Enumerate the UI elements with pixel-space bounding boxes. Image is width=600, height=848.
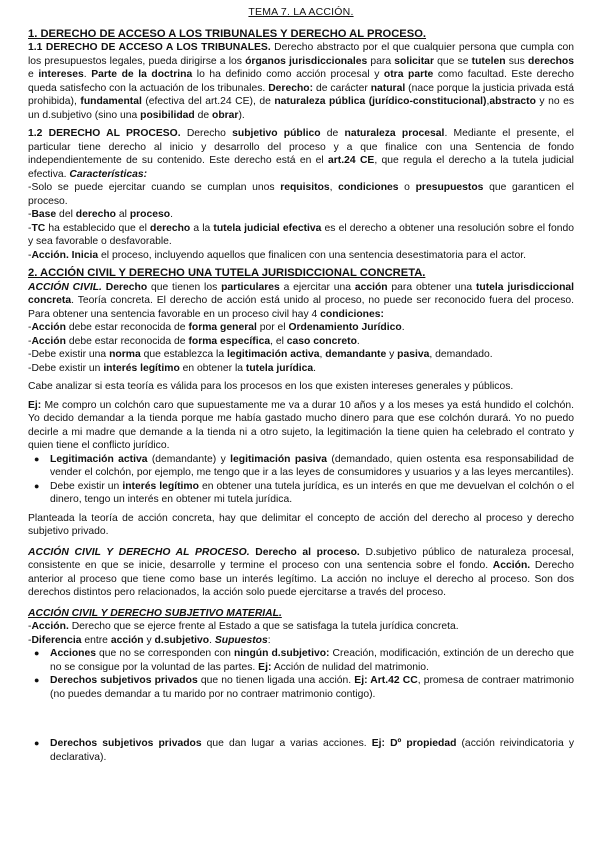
- characteristic-line-3: -TC ha establecido que el derecho a la tutela judicial efectiva es el derecho a obtener una resolución sobre el fondo y sea favorable o desfavorable.: [28, 222, 575, 247]
- material-line-2: -Diferencia entre acción y d.subjetivo. Supuestos:: [28, 634, 271, 646]
- paragraph-accion-derecho-proceso: ACCIÓN CIVIL Y DERECHO AL PROCESO. Derecho al proceso. D.subjetivo público de naturaleza procesal, consistente en que se inicie, desarrolle y termine el proceso con una sentencia sobre el fondo. Acción. Derecho anterior al proceso que tiene como base un interés legítimo. La acción no incluye el derecho al proceso. Son dos derechos distintos pero relacionados, la acción solo puede ejercitarse a través del proceso.: [28, 546, 574, 598]
- condition-line-1: -Acción debe estar reconocida de forma general por el Ordenamiento Jurídico.: [28, 322, 405, 333]
- paragraph-example: Ej: Me compro un colchón caro que supuestamente me va a durar 10 años y a los meses ya está hundido el colchón. Yo decido demandar a la tienda porque me había gastado mucho dinero para que ese colchón durará. Yo no puedo decirle a mi madre que demande a la tienda ni a otro sujeto, la legitimación la tiene quien ha celebrado el contrato y quien tiene el conflicto jurídico.: [28, 399, 574, 451]
- list-item: ● Acciones que no se corresponden con ningún d.subjetivo: Creación, modificación, extinción de un derecho que no se consigue por la voluntad de las partes. Ej: Acción de nulidad del matrimonio.: [34, 648, 574, 673]
- list-item: ● Derechos subjetivos privados que no tienen ligada una acción. Ej: Art.42 CC, promesa de contraer matrimonio (no puedes demandar a tu marido por no contraer matrimonio contigo).: [34, 675, 574, 700]
- paragraph-1-2: 1.2 DERECHO AL PROCESO. Derecho subjetivo público de naturaleza procesal. Mediante el presente, el particular tiene derecho al inicio y desarrollo del proceso y a que finalice con una Sentencia de fondo independientemente de su contenido. Este derecho está en el art.24 CE, que regula el derecho a la tutela judicial efectiva. Características:: [28, 128, 574, 180]
- section-1-heading: 1. DERECHO DE ACCESO A LOS TRIBUNALES Y DERECHO AL PROCESO.: [28, 27, 427, 40]
- bullet-icon: ●: [34, 453, 40, 464]
- characteristic-line-1: -Solo se puede ejercitar cuando se cumplan unos requisitos, condiciones o presupuestos que garanticen el proceso.: [28, 182, 574, 207]
- list-item: ● Derechos subjetivos privados que dan lugar a varias acciones. Ej: Dº propiedad (acción reivindicatoria y declarativa).: [34, 738, 574, 763]
- characteristic-line-4: -Acción. Inicia el proceso, incluyendo aquellos que finalicen con una sentencia desestimatoria para el actor.: [28, 249, 526, 261]
- paragraph-1-1: 1.1 DERECHO DE ACCESO A LOS TRIBUNALES. Derecho abstracto por el que cualquier persona que cumpla con los presupuestos legales, pueda dirigirse a los órganos jurisdiccionales para solicitar que se tutelen sus derechos e intereses. Parte de la doctrina lo ha definido como acción procesal y otra parte como facultad. Este derecho queda satisfecho con la actuación de los tribunales. Derecho: de carácter natural (nace porque la justicia privada está prohibida), fundamental (efectiva del art.24 CE), de naturaleza pública (jurídico-constitucional),abstracto y no es un d.subjetivo (sino una posibilidad de obrar).: [28, 42, 575, 121]
- page-title: TEMA 7. LA ACCIÓN.: [248, 6, 354, 18]
- paragraph-planteada: Planteada la teoría de acción concreta, hay que delimitar el concepto de acción del derecho al proceso y derecho subjetivo privado.: [28, 512, 574, 537]
- condition-line-4: -Debe existir un interés legítimo en obtener la tutela jurídica.: [28, 362, 317, 374]
- bullet-list-bottom: [28, 737, 574, 764]
- bullet-list-supuestos: [28, 647, 574, 701]
- bullet-icon: ●: [34, 675, 40, 685]
- bullet-icon: ●: [34, 738, 40, 748]
- condition-line-3: -Debe existir una norma que establezca la legitimación activa, demandante y pasiva, demandado.: [28, 349, 493, 360]
- condition-line-2: -Acción debe estar reconocida de forma específica, el caso concreto.: [28, 335, 360, 347]
- bullet-icon: ●: [34, 648, 40, 658]
- material-line-1: -Acción. Derecho que se ejerce frente al Estado a que se satisfaga la tutela jurídica concreta.: [28, 621, 459, 632]
- characteristic-line-2: -Base del derecho al proceso.: [28, 209, 173, 220]
- paragraph-accion-civil: ACCIÓN CIVIL. Derecho que tienen los particulares a ejercitar una acción para obtener una tutela jurisdiccional concreta. Teoría concreta. El derecho de acción está unido al proceso, no puede ser reconocido fuera del proceso. Para obtener una sentencia favorable en un proceso civil hay 4 condiciones:: [28, 281, 575, 320]
- list-item: ● Legitimación activa (demandante) y legitimación pasiva (demandado, quien ostenta esa responsabilidad de vender el colchón, por ejemplo, me tengo que ir a las leyes de consumidores y usuarios y a las leyes mercantiles).: [34, 453, 575, 478]
- subheading-derecho-subjetivo-material: ACCIÓN CIVIL Y DERECHO SUBJETIVO MATERIAL.: [28, 607, 282, 619]
- paragraph-analysis: Cabe analizar si esta teoría es válida para los procesos en los que existen intereses generales y públicos.: [28, 381, 514, 392]
- bullet-list-legitimacion: [28, 453, 574, 507]
- list-item: ● Debe existir un interés legítimo en obtener una tutela jurídica, es un interés en que me devuelvan el colchón o el dinero, tengo un interés en obtener mi tutela jurídica.: [34, 480, 574, 505]
- section-2-heading: 2. ACCIÓN CIVIL Y DERECHO UNA TUTELA JURISDICCIONAL CONCRETA.: [28, 267, 426, 279]
- document-page: [28, 6, 574, 764]
- bullet-icon: ●: [34, 480, 40, 491]
